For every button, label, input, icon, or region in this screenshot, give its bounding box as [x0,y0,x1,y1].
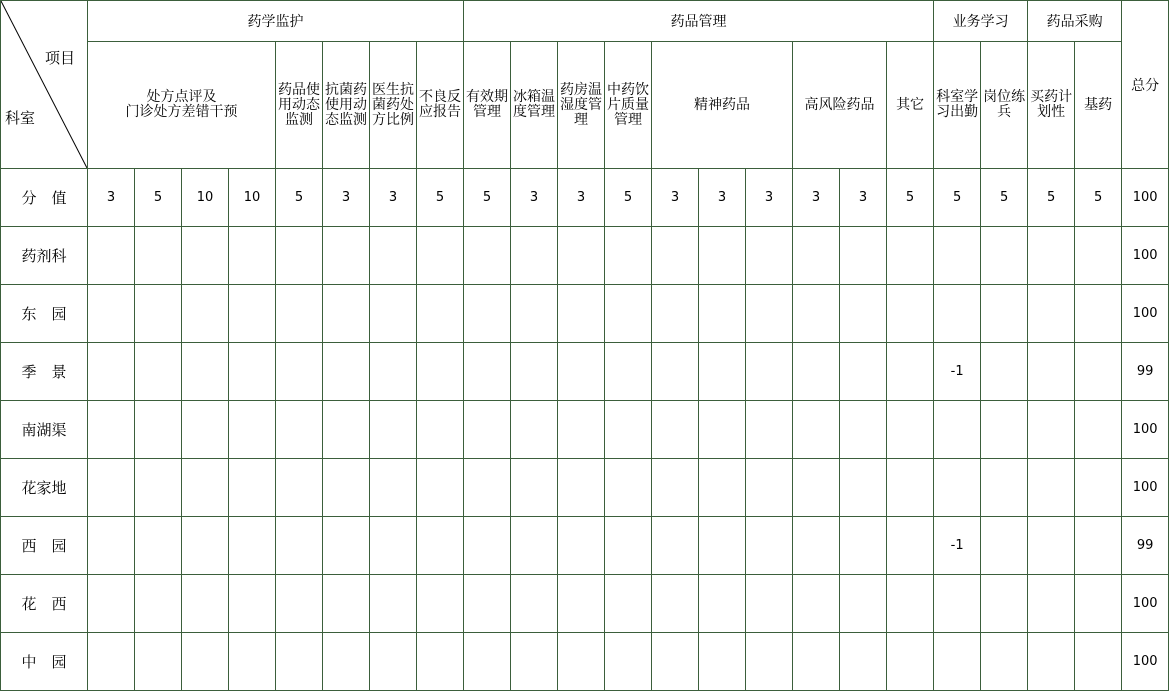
score-cell [229,227,276,285]
score-cell [135,459,182,517]
score-cell [464,285,511,343]
score-cell [1075,285,1122,343]
score-cell [370,517,417,575]
score-cell [276,285,323,343]
score-cell [793,633,840,691]
score-cell [370,227,417,285]
score-value: 5 [1075,169,1122,227]
score-cell [981,575,1028,633]
score-cell [558,343,605,401]
subheader-job-training: 岗位练兵 [981,42,1028,169]
score-cell [887,227,934,285]
score-row [1,169,1169,227]
group-header-study: 业务学习 [934,1,1028,42]
score-cell [182,285,229,343]
score-cell [887,517,934,575]
score-cell [276,459,323,517]
score-cell [323,459,370,517]
score-cell [605,401,652,459]
subheader-tcm-quality: 中药饮片质量管理 [605,42,652,169]
score-cell [88,633,135,691]
department-total: 99 [1122,343,1169,401]
score-cell [511,401,558,459]
score-cell [88,517,135,575]
score-cell [652,633,699,691]
score-cell [511,633,558,691]
score-cell [229,285,276,343]
score-value: 3 [558,169,605,227]
score-cell [370,343,417,401]
score-cell [887,401,934,459]
score-value: 10 [229,169,276,227]
score-cell [229,401,276,459]
score-cell [229,459,276,517]
score-cell [558,575,605,633]
score-cell [793,459,840,517]
score-cell [88,285,135,343]
subheader-fridge-temperature: 冰箱温度管理 [511,42,558,169]
department-row [1,401,1169,459]
subheader-study-attendance: 科室学习出勤 [934,42,981,169]
score-cell [370,285,417,343]
score-cell [135,227,182,285]
score-cell [981,285,1028,343]
score-cell [1028,517,1075,575]
subheader-purchase-plan: 买药计划性 [1028,42,1075,169]
score-cell [417,575,464,633]
score-cell [981,401,1028,459]
score-cell [887,285,934,343]
score-cell [558,401,605,459]
score-cell [135,633,182,691]
department-name: 药剂科 [1,227,88,285]
score-value: 3 [793,169,840,227]
score-cell [746,575,793,633]
group-header-pharmacy-monitoring: 药学监护 [88,1,464,42]
total-header: 总分 [1122,1,1169,169]
score-cell [840,459,887,517]
department-name: 南湖渠 [1,401,88,459]
score-cell [370,633,417,691]
score-value: 5 [981,169,1028,227]
score-cell [229,575,276,633]
score-cell [1028,227,1075,285]
score-cell [464,517,511,575]
score-value: 3 [840,169,887,227]
score-cell [1075,517,1122,575]
score-cell [417,227,464,285]
score-value: 5 [887,169,934,227]
score-cell [605,459,652,517]
score-value: 5 [934,169,981,227]
score-cell [182,343,229,401]
score-value: 3 [323,169,370,227]
score-cell [417,401,464,459]
department-total: 100 [1122,459,1169,517]
score-cell [699,227,746,285]
score-cell [135,575,182,633]
score-cell [511,343,558,401]
score-value: 5 [464,169,511,227]
score-cell [558,459,605,517]
score-value: 3 [652,169,699,227]
score-cell [887,343,934,401]
score-cell [135,401,182,459]
score-cell [464,633,511,691]
subheader-basic-drugs: 基药 [1075,42,1122,169]
score-cell [370,459,417,517]
score-cell [652,401,699,459]
score-cell [229,343,276,401]
department-row [1,575,1169,633]
score-cell [746,517,793,575]
score-cell [746,459,793,517]
group-header-procurement: 药品采购 [1028,1,1122,42]
score-cell [1028,285,1075,343]
subheader-doctor-antibiotic-ratio: 医生抗菌药处方比例 [370,42,417,169]
score-total: 100 [1122,169,1169,227]
score-cell [981,343,1028,401]
score-cell [511,227,558,285]
score-cell [793,285,840,343]
score-cell [793,343,840,401]
department-name: 东 园 [1,285,88,343]
score-cell [182,227,229,285]
score-cell [276,401,323,459]
study-attendance-deduction [934,459,981,517]
score-cell [135,343,182,401]
score-cell [652,459,699,517]
score-cell [323,633,370,691]
score-cell [746,227,793,285]
score-cell [417,459,464,517]
score-cell [840,401,887,459]
score-cell [840,343,887,401]
score-cell [323,285,370,343]
score-cell [699,285,746,343]
score-cell [1075,227,1122,285]
study-attendance-deduction: -1 [934,517,981,575]
score-cell [276,575,323,633]
score-cell [699,343,746,401]
score-cell [88,459,135,517]
score-cell [793,517,840,575]
score-cell [605,517,652,575]
score-cell [182,575,229,633]
subheader-high-risk: 高风险药品 [793,42,887,169]
department-row [1,343,1169,401]
score-cell [605,285,652,343]
department-total: 99 [1122,517,1169,575]
score-cell [464,459,511,517]
score-cell [840,575,887,633]
score-cell [1075,343,1122,401]
score-cell [1075,633,1122,691]
diagonal-divider [1,1,88,169]
score-cell [652,285,699,343]
score-cell [887,459,934,517]
score-cell [887,633,934,691]
group-header-drug-management: 药品管理 [464,1,934,42]
score-cell [182,459,229,517]
score-cell [323,343,370,401]
score-value: 3 [511,169,558,227]
subheader-drug-use-dynamic: 药品使用动态监测 [276,42,323,169]
department-total: 100 [1122,633,1169,691]
score-cell [1075,459,1122,517]
score-cell [88,575,135,633]
score-cell [746,343,793,401]
score-cell [699,633,746,691]
study-attendance-deduction [934,575,981,633]
score-cell [558,517,605,575]
department-name: 花家地 [1,459,88,517]
score-cell [417,343,464,401]
score-cell [558,285,605,343]
subheader-antibiotic-dynamic: 抗菌药使用动态监测 [323,42,370,169]
department-name: 花 西 [1,575,88,633]
subheader-room-temp-humidity: 药房温湿度管理 [558,42,605,169]
score-value: 5 [135,169,182,227]
department-name: 西 园 [1,517,88,575]
score-cell [464,343,511,401]
score-cell [981,459,1028,517]
score-cell [699,401,746,459]
corner-bottom-label: 科室 [5,109,36,127]
score-cell [182,401,229,459]
study-attendance-deduction [934,285,981,343]
score-cell [323,517,370,575]
score-cell [1028,459,1075,517]
score-value: 3 [370,169,417,227]
score-cell [840,227,887,285]
corner-top-label: 项目 [44,49,75,67]
score-cell [652,343,699,401]
score-cell [464,401,511,459]
score-cell [1075,401,1122,459]
score-cell [182,633,229,691]
score-cell [511,575,558,633]
score-cell [652,517,699,575]
score-cell [605,343,652,401]
score-cell [793,227,840,285]
department-name: 中 园 [1,633,88,691]
score-cell [840,633,887,691]
subheader-adverse-reaction: 不良反应报告 [417,42,464,169]
score-cell [323,401,370,459]
score-cell [1075,575,1122,633]
score-cell [605,575,652,633]
department-name: 季 景 [1,343,88,401]
score-cell [746,285,793,343]
score-cell [135,517,182,575]
department-total: 100 [1122,401,1169,459]
score-cell [88,343,135,401]
score-cell [840,285,887,343]
score-cell [323,227,370,285]
score-cell [652,227,699,285]
score-cell [1028,633,1075,691]
score-value: 10 [182,169,229,227]
score-cell [699,517,746,575]
score-cell [746,633,793,691]
study-attendance-deduction [934,633,981,691]
subheader-prescription-review: 处方点评及 门诊处方差错干预 [88,42,276,169]
score-cell [464,575,511,633]
score-cell [1028,343,1075,401]
score-cell [699,575,746,633]
score-cell [746,401,793,459]
score-cell [605,227,652,285]
score-cell [981,227,1028,285]
score-value: 5 [1028,169,1075,227]
score-value: 3 [88,169,135,227]
score-value: 3 [746,169,793,227]
score-value: 5 [276,169,323,227]
score-cell [370,575,417,633]
subheader-psychotropic: 精神药品 [652,42,793,169]
score-cell [88,401,135,459]
department-row [1,227,1169,285]
score-cell [135,285,182,343]
department-total: 100 [1122,575,1169,633]
score-cell [699,459,746,517]
study-attendance-deduction: -1 [934,343,981,401]
study-attendance-deduction [934,401,981,459]
score-cell [511,459,558,517]
subheader-other: 其它 [887,42,934,169]
department-row [1,459,1169,517]
score-cell [793,575,840,633]
score-cell [981,517,1028,575]
score-value: 3 [699,169,746,227]
score-cell [417,633,464,691]
score-cell [229,633,276,691]
score-cell [464,227,511,285]
score-cell [887,575,934,633]
score-cell [652,575,699,633]
study-attendance-deduction [934,227,981,285]
score-cell [276,227,323,285]
score-cell [981,633,1028,691]
score-cell [229,517,276,575]
score-cell [276,343,323,401]
score-cell [558,227,605,285]
score-cell [276,517,323,575]
score-cell [417,285,464,343]
score-cell [840,517,887,575]
score-cell [511,285,558,343]
score-cell [88,227,135,285]
score-cell [370,401,417,459]
department-row [1,633,1169,691]
corner-header-cell [1,1,88,169]
score-cell [558,633,605,691]
score-cell [276,633,323,691]
department-row [1,517,1169,575]
score-value: 5 [605,169,652,227]
score-cell [605,633,652,691]
score-cell [323,575,370,633]
score-value: 5 [417,169,464,227]
department-row [1,285,1169,343]
score-cell [182,517,229,575]
department-total: 100 [1122,285,1169,343]
score-row-label: 分 值 [1,169,88,227]
score-cell [417,517,464,575]
department-total: 100 [1122,227,1169,285]
subheader-expiry-management: 有效期管理 [464,42,511,169]
score-cell [1028,575,1075,633]
score-cell [511,517,558,575]
score-cell [793,401,840,459]
score-cell [1028,401,1075,459]
